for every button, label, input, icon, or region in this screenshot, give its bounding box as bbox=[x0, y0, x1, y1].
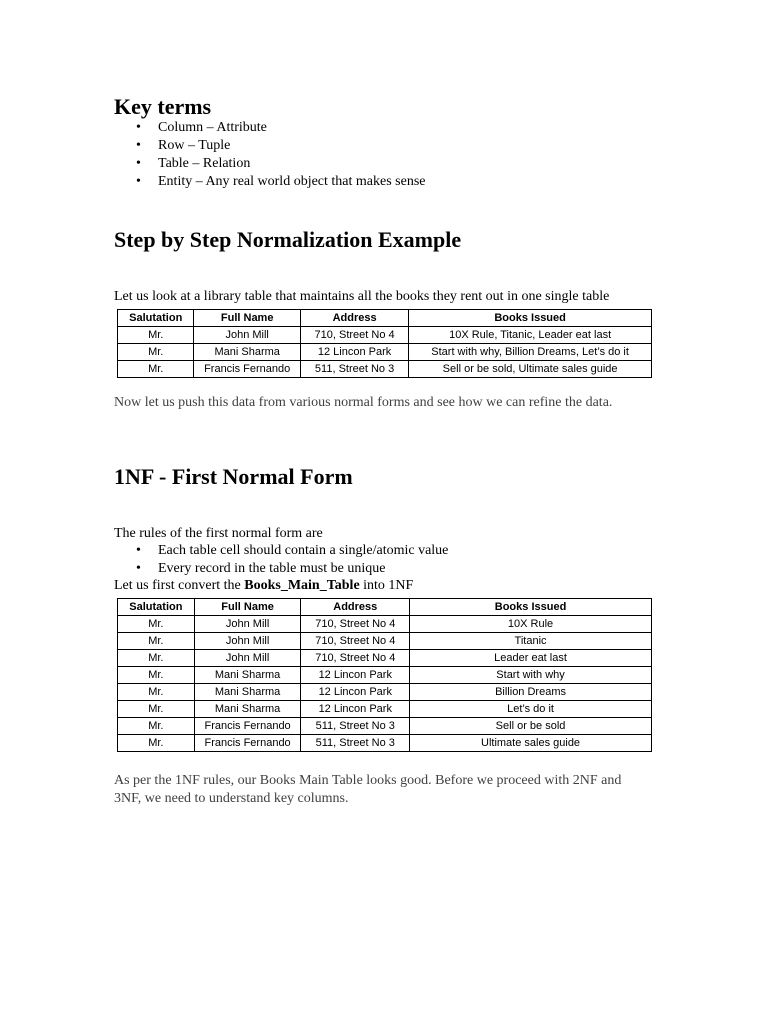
table-cell: Let’s do it bbox=[410, 701, 652, 718]
table-cell: Mr. bbox=[118, 344, 194, 361]
table-name-bold: Books_Main_Table bbox=[244, 578, 360, 593]
table-row bbox=[118, 667, 652, 684]
table-cell: Mr. bbox=[118, 718, 195, 735]
key-terms-list bbox=[114, 119, 426, 191]
table-cell: Mr. bbox=[118, 633, 195, 650]
column-header: Books Issued bbox=[409, 310, 652, 327]
column-header: Address bbox=[301, 599, 410, 616]
column-header: Salutation bbox=[118, 310, 194, 327]
table-row bbox=[118, 344, 652, 361]
table-cell: 710, Street No 4 bbox=[301, 650, 410, 667]
column-header: Full Name bbox=[194, 310, 301, 327]
table-cell: Start with why, Billion Dreams, Let’s do it bbox=[409, 344, 652, 361]
convert-prefix: Let us first convert the bbox=[114, 578, 245, 593]
table-cell: John Mill bbox=[194, 616, 301, 633]
list-item: • Each table cell should contain a single/atomic value bbox=[114, 542, 448, 560]
normal-forms-note: Now let us push this data from various normal forms and see how we can refine the data. bbox=[114, 395, 613, 410]
normalization-heading: Step by Step Normalization Example bbox=[114, 227, 462, 252]
table-row bbox=[118, 361, 652, 378]
table-cell: Sell or be sold, Ultimate sales guide bbox=[409, 361, 652, 378]
table-row bbox=[118, 650, 652, 667]
table-cell: John Mill bbox=[194, 633, 301, 650]
table-cell: 12 Lincon Park bbox=[301, 701, 410, 718]
list-item: • Table – Relation bbox=[114, 155, 426, 173]
first-nf-conclusion: As per the 1NF rules, our Books Main Table looks good. Before we proceed with 2NF and 3NF, we need to understand key columns. bbox=[114, 773, 622, 806]
table-cell: Ultimate sales guide bbox=[410, 735, 652, 752]
table-header-row bbox=[118, 310, 652, 327]
table-cell: Start with why bbox=[410, 667, 652, 684]
rules-list bbox=[114, 542, 448, 578]
table-cell: Mani Sharma bbox=[194, 344, 301, 361]
table-cell: 12 Lincon Park bbox=[301, 667, 410, 684]
table-cell: 511, Street No 3 bbox=[301, 718, 410, 735]
table-cell: Billion Dreams bbox=[410, 684, 652, 701]
table-cell: 511, Street No 3 bbox=[301, 735, 410, 752]
table-cell: Mani Sharma bbox=[194, 667, 301, 684]
table-cell: 511, Street No 3 bbox=[300, 361, 408, 378]
table-cell: Francis Fernando bbox=[194, 361, 301, 378]
table-cell: Mani Sharma bbox=[194, 684, 301, 701]
table-row bbox=[118, 327, 652, 344]
table-cell: Mr. bbox=[118, 616, 195, 633]
table-cell: 710, Street No 4 bbox=[300, 327, 408, 344]
table-cell: Mr. bbox=[118, 684, 195, 701]
table-cell: Mr. bbox=[118, 327, 194, 344]
convert-suffix: into 1NF bbox=[359, 578, 414, 593]
table-header-row bbox=[118, 599, 652, 616]
table-cell: Mr. bbox=[118, 701, 195, 718]
normalization-intro: Let us look at a library table that maintains all the books they rent out in one single table bbox=[114, 289, 610, 304]
first-nf-table-body bbox=[118, 616, 652, 752]
table-cell: Mani Sharma bbox=[194, 701, 301, 718]
key-terms-heading: Key terms bbox=[114, 94, 212, 119]
table-cell: 710, Street No 4 bbox=[301, 616, 410, 633]
library-table bbox=[117, 309, 652, 378]
first-nf-heading: 1NF - First Normal Form bbox=[114, 464, 353, 489]
table-row bbox=[118, 684, 652, 701]
table-row bbox=[118, 616, 652, 633]
column-header: Full Name bbox=[194, 599, 301, 616]
table-cell: 710, Street No 4 bbox=[301, 633, 410, 650]
library-table-body bbox=[118, 327, 652, 378]
table-row bbox=[118, 633, 652, 650]
table-row bbox=[118, 735, 652, 752]
convert-text bbox=[114, 577, 413, 595]
rules-intro: The rules of the first normal form are bbox=[114, 526, 323, 541]
table-cell: Titanic bbox=[410, 633, 652, 650]
table-cell: Francis Fernando bbox=[194, 718, 301, 735]
table-cell: Sell or be sold bbox=[410, 718, 652, 735]
table-cell: 10X Rule, Titanic, Leader eat last bbox=[409, 327, 652, 344]
list-item: • Entity – Any real world object that makes sense bbox=[114, 173, 426, 191]
table-cell: 12 Lincon Park bbox=[300, 344, 408, 361]
list-item: • Column – Attribute bbox=[114, 119, 426, 137]
table-cell: Leader eat last bbox=[410, 650, 652, 667]
list-item: • Every record in the table must be unique bbox=[114, 560, 448, 578]
table-cell: Mr. bbox=[118, 361, 194, 378]
column-header: Books Issued bbox=[410, 599, 652, 616]
table-cell: 12 Lincon Park bbox=[301, 684, 410, 701]
column-header: Salutation bbox=[118, 599, 195, 616]
list-item: • Row – Tuple bbox=[114, 137, 426, 155]
table-cell: Francis Fernando bbox=[194, 735, 301, 752]
table-cell: 10X Rule bbox=[410, 616, 652, 633]
table-row bbox=[118, 718, 652, 735]
table-cell: Mr. bbox=[118, 667, 195, 684]
column-header: Address bbox=[300, 310, 408, 327]
table-row bbox=[118, 701, 652, 718]
table-cell: John Mill bbox=[194, 327, 301, 344]
table-cell: John Mill bbox=[194, 650, 301, 667]
first-nf-table bbox=[117, 598, 652, 752]
table-cell: Mr. bbox=[118, 735, 195, 752]
table-cell: Mr. bbox=[118, 650, 195, 667]
